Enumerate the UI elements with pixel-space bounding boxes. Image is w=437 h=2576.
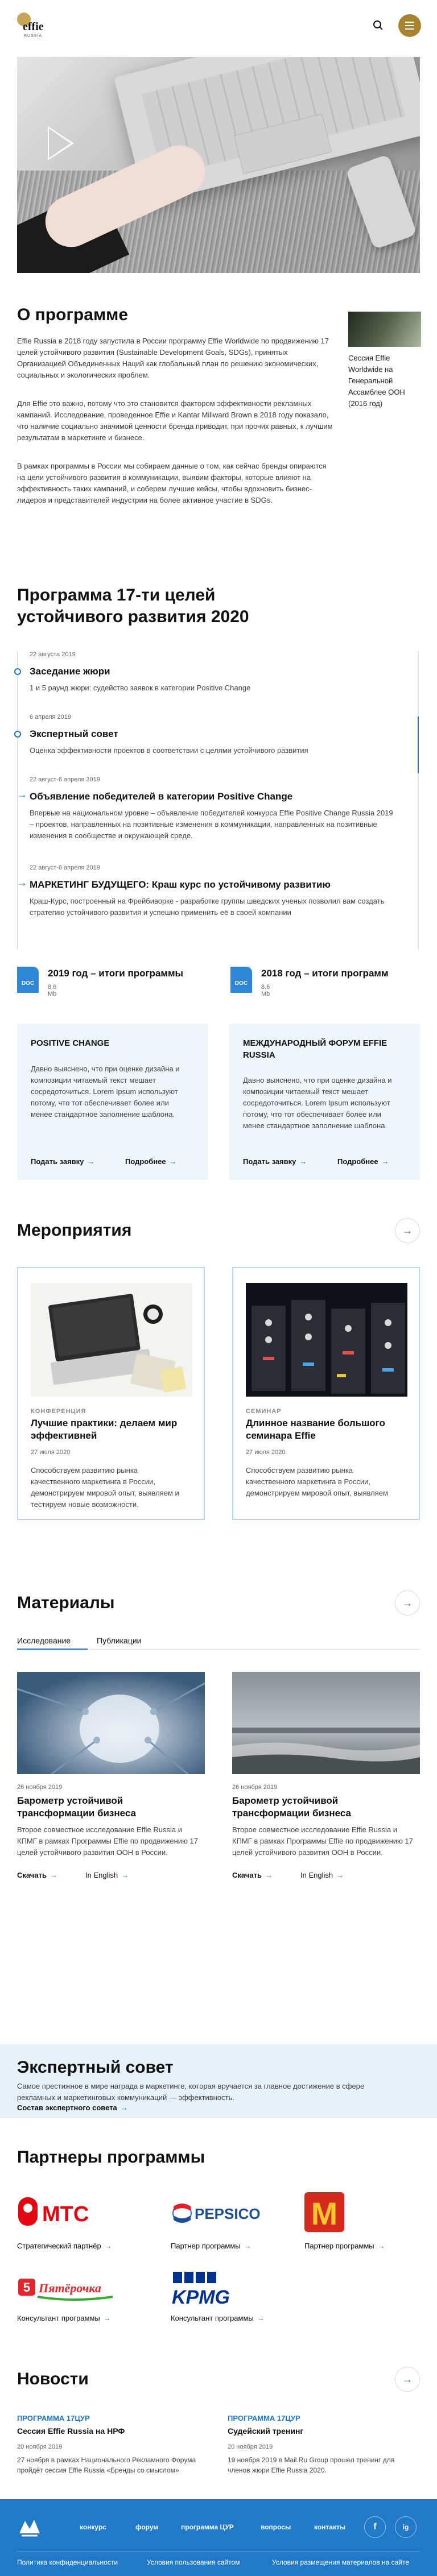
partner-name: МТС [42,2202,89,2226]
partner-role: Консультант программы [17,2314,100,2322]
materials-title: Материалы [17,1593,115,1612]
event-text: Способствуем развитию рынка качественного маркетинга в России, демонстрируем мировой опыт, выявляем [246,1466,388,1497]
expert-council-link[interactable] [17,2103,128,2112]
partner-role: Партнер программы [171,2242,241,2250]
event-title: Длинное название большого семинара Effie [246,1418,385,1441]
news-item-title: Судейский тренинг [228,2426,304,2436]
timeline-date: 22 август-6 апреля 2019 [30,776,100,783]
timeline-desc: Оценка эффективности проектов в соответствии с целями устойчивого развития [30,746,308,755]
partner-name: M [311,2196,338,2231]
news-date: 20 ноября 2019 [228,2444,273,2450]
facebook-icon[interactable]: f [364,2516,386,2538]
timeline-desc: 1 и 5 раунд жюри: судейство заявок в категории Positive Change [30,684,251,692]
more-button[interactable] [337,1157,389,1166]
hero-video[interactable] [17,57,420,273]
download-label: Скачать [232,1871,262,1879]
menu-bar-icon [405,22,414,23]
timeline-date: 22 августа 2019 [30,651,76,658]
tab-research[interactable]: Исследование [17,1636,71,1645]
event-date: 27 июля 2020 [31,1449,71,1456]
tab-publications[interactable]: Публикации [97,1636,142,1645]
partner-role: Стратегический партнёр [17,2242,101,2250]
partner-name: PEPSICO [195,2205,261,2222]
news-text: 27 ноября в рамках Национального Рекламного Форума пройдёт сессия Effie Russia «Бренды со смыслом» [17,2456,196,2474]
partner-label [171,2314,265,2322]
timeline-dot-icon [14,731,21,738]
partner-role: Партнер программы [304,2242,374,2250]
news-tag: ПРОГРАММА 17ЦУР [228,2414,300,2422]
timeline-title: Заседание жюри [30,666,110,677]
play-icon[interactable] [48,126,74,160]
mcdonalds-logo [304,2189,418,2235]
event-type: КОНФЕРЕНЦИЯ [31,1408,86,1415]
privacy-policy-link[interactable]: Политика конфиденциальности [17,2558,118,2566]
forum-card [229,1024,420,1180]
event-image [31,1283,192,1397]
menu-button[interactable] [398,14,421,37]
footer-logo-icon[interactable] [17,2516,42,2539]
arrow-right-icon: → [265,1871,273,1879]
svg-text:5: 5 [23,2280,31,2295]
arrow-right-icon: → [17,789,27,800]
expert-link-label: Состав экспертного совета [17,2103,117,2112]
doc-title: 2018 год – итоги программ [261,968,389,979]
material-image [17,1672,205,1774]
mts-logo [17,2189,131,2235]
english-label: In English [85,1871,118,1879]
active-tab-indicator [17,1649,88,1650]
about-side-media[interactable] [348,312,421,409]
more-label: Подробнее [125,1157,166,1166]
arrow-right-icon: → [103,2314,111,2322]
partner-name: Пятёрочка [39,2281,101,2295]
event-type: СЕМИНАР [246,1408,282,1415]
partners-title: Партнеры программы [17,2148,205,2167]
arrow-right-icon: → [120,2103,128,2112]
english-label: In English [300,1871,333,1879]
about-paragraph-2: Для Effie это важно, потому что это становится фактором эффективности рекламных кампаний. Исследование, проведенное Effie и Kantar Millward Brown в 2018 году показало, что наличие социально значимой ценности бренда приводит, при прочих равных, к лучшим результатам в маркетинге и бизнесе. [17,399,333,442]
search-icon[interactable] [370,17,387,34]
material-date: 26 ноября 2019 [232,1784,278,1791]
event-date: 27 июля 2020 [246,1449,286,1456]
timeline-title: Экспертный совет [30,728,118,739]
news-title: Новости [17,2370,89,2388]
doc-title: 2019 год – итоги программы [48,968,184,979]
arrow-right-icon: → [377,2242,385,2250]
terms-of-use-link[interactable]: Условия пользования сайтом [147,2558,240,2566]
event-text: Способствуем развитию рынка качественного маркетинга в России, демонстрируем мировой опыт, выявляем и тестируем новые возможности. [31,1466,179,1509]
expert-text: Самое престижное в мире награда в маркетинге, которая вручается за главное достижение в сфере рекламных и маркетинговых коммуникаций — эффективность. [17,2082,365,2102]
card-text: Давно выяснено, что при оценке дизайна и композиции читаемый текст мешает сосредоточиться. Lorem Ipsum используют потому, что тот обеспечивает более или менее стандартное заполнение шаблона. [243,1076,392,1130]
arrow-right-icon: → [381,1157,389,1166]
menu-bar-icon [405,25,414,26]
positive-change-card [17,1024,208,1180]
menu-bar-icon [405,28,414,30]
kpmg-logo [171,2266,285,2312]
english-link[interactable] [300,1871,344,1879]
event-image [246,1283,407,1397]
material-text: Второе совместное исследование Effie Russia и КПМГ в рамках Программы Effie по продвижению 17 целей устойчивого развития ООН в России. [17,1825,198,1857]
doc-size: 8.6 Mb [48,984,57,997]
timeline-title: МАРКЕТИНГ БУДУЩЕГО: Краш курс по устойчивому развитию [30,879,331,890]
footer-nav-questions[interactable]: вопросы [261,2523,291,2531]
arrow-right-icon: → [299,1157,307,1166]
timeline-dot-icon [14,668,21,675]
card-title: МЕЖДУНАРОДНЫЙ ФОРУМ EFFIE RUSSIA [243,1038,387,1060]
news-more-arrow-icon[interactable]: → [395,2367,420,2392]
site-header [0,0,437,51]
about-paragraph-3: В рамках программы в России мы собираем данные о том, как сейчас бренды опираются на цели устойчивого развития в коммуникации, выявим факторы, которые влияют на эффективность таких кампаний, и соберем лучшие кейсы, чтобы вдохновить бизнес-лидеров и представителей индустрии на более активное участие в SDGs. [17,462,327,504]
partner-label [171,2242,252,2250]
timeline-scrollbar[interactable] [418,651,419,950]
english-link[interactable] [85,1871,129,1879]
partner-label [17,2242,112,2250]
about-side-caption: Сессия Effie Worldwide на Генеральной Ассамблее ООН (2016 год) [348,354,405,408]
events-title: Мероприятия [17,1221,132,1240]
news-tag: ПРОГРАММА 17ЦУР [17,2414,90,2422]
footer-nav-contest[interactable]: конкурс [80,2523,106,2531]
event-title: Лучшие практики: делаем мир эффективней [31,1418,178,1441]
partner-label [304,2242,385,2250]
pyaterochka-logo [17,2266,131,2312]
footer-nav-forum[interactable]: форум [135,2523,159,2531]
logo-subtitle: RUSSIA [24,34,43,38]
arrow-right-icon: → [121,1871,129,1879]
card-title: POSITIVE CHANGE [31,1038,110,1048]
pepsico-logo [171,2189,285,2235]
news-text: 19 ноября 2019 в Mail.Ru Group прошел тренинг для членов жюри Effie Russia 2020. [228,2456,395,2474]
about-paragraph-1: Effie Russia в 2018 году запустила в России программу Effie Worldwide по продвижению 17 целей устойчивого развития (Sustainable Development Goals, SDGs), принятых Организацией Объединенных Наций как глобальный план по решению экономических, социальных и экологических проблем. [17,337,329,379]
doc-size: 8.6 Mb [261,984,270,997]
timeline-desc: Впервые на национальном уровне – объявление победителей конкурса Effie Positive Change Russia 2019 – проектов, направленных на позитивные изменения в коммуникации, направленных на позитивные изменения в сообществе и окружающей среде. [30,809,393,840]
partner-name: KPMG [172,2287,230,2308]
material-date: 26 ноября 2019 [17,1784,63,1791]
arrow-right-icon: → [87,1157,95,1166]
materials-more-arrow-icon[interactable]: → [395,1591,420,1616]
arrow-right-icon: → [17,877,27,888]
events-more-arrow-icon[interactable]: → [395,1218,420,1243]
arrow-right-icon: → [104,2242,112,2250]
event-card[interactable] [232,1267,420,1520]
timeline-desc: Краш-Курс, построенный на Фрейбиворке - разработке группы шведских ученых позволил вам создать стратегию устойчивого развития и успешно применить её в своей компании [30,897,385,917]
site-footer [0,2499,437,2576]
apply-label: Подать заявку [243,1157,296,1166]
apply-button[interactable] [243,1157,307,1166]
arrow-right-icon: → [244,2242,252,2250]
instagram-icon[interactable]: ig [395,2516,417,2538]
timeline-date: 6 апреля 2019 [30,714,72,720]
timeline-scroll-thumb[interactable] [418,717,419,773]
more-label: Подробнее [337,1157,378,1166]
material-text: Второе совместное исследование Effie Russia и КПМГ в рамках Программы Effie по продвижению 17 целей устойчивого развития ООН в России. [232,1825,413,1857]
materials-terms-link[interactable]: Условия размещения материалов на сайте [272,2558,410,2566]
logo-text: effie [23,20,44,33]
material-image [232,1672,420,1774]
about-title: О программе [17,305,129,324]
doc-file-icon: DOC [230,967,252,993]
arrow-right-icon: → [336,1871,344,1879]
card-text: Давно выяснено, что при оценке дизайна и композиции читаемый текст мешает сосредоточиться. Lorem Ipsum используют потому, что тот обеспечивает более или менее стандартное заполнение шаблона. [31,1065,180,1119]
partner-label [17,2314,111,2322]
arrow-right-icon: → [50,1871,57,1879]
effie-logo[interactable] [17,13,57,41]
expert-council-banner [0,2044,437,2118]
footer-nav-contacts[interactable]: контакты [314,2523,346,2531]
un-session-image [348,312,421,347]
goals-title: Программа 17-ти целей устойчивого развития 2020 [17,586,249,626]
material-title: Барометр устойчивой трансформации бизнеса [17,1795,136,1819]
apply-button[interactable] [31,1157,94,1166]
timeline-date: 22 август-6 апреля 2019 [30,864,100,871]
download-button[interactable] [17,1871,57,1879]
material-title: Барометр устойчивой трансформации бизнеса [232,1795,351,1819]
timeline-title: Объявление победителей в категории Positive Change [30,791,293,802]
arrow-right-icon: → [169,1157,177,1166]
news-item-title: Сессия Effie Russia на НРФ [17,2426,125,2436]
news-date: 20 ноября 2019 [17,2444,63,2450]
download-label: Скачать [17,1871,47,1879]
arrow-right-icon: → [257,2314,265,2322]
more-button[interactable] [125,1157,177,1166]
download-button[interactable] [232,1871,273,1879]
apply-label: Подать заявку [31,1157,84,1166]
footer-nav-sdg[interactable]: программа ЦУР [181,2523,234,2531]
event-card[interactable] [17,1267,205,1520]
expert-title: Экспертный совет [17,2058,174,2077]
doc-file-icon: DOC [17,967,39,993]
partner-role: Консультант программы [171,2314,254,2322]
